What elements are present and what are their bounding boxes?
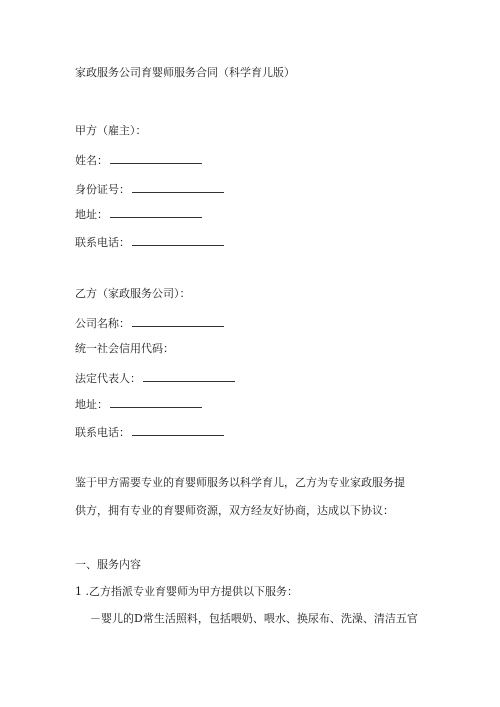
party-b-phone-row [75, 424, 224, 440]
party-a-heading: 甲方（雇主）： [75, 124, 147, 137]
party-b-company-field [132, 315, 224, 327]
party-b-address-row [75, 396, 202, 412]
preamble-line-2: 供方，拥有专业的育婴师资源，双方经友好协商，达成以下协议： [75, 504, 394, 517]
party-b-address-field [110, 396, 202, 408]
party-a-phone-label: 联系电话： [75, 236, 130, 249]
party-b-legal-rep-label: 法定代表人： [75, 372, 141, 385]
party-a-address-label: 地址： [75, 208, 108, 221]
party-b-heading: 乙方（家政服务公司）： [75, 287, 191, 300]
party-a-name-row [75, 152, 202, 168]
party-b-legal-rep-row [75, 370, 235, 386]
party-b-phone-label: 联系电话： [75, 426, 130, 439]
party-b-legal-rep-field [143, 370, 235, 382]
preamble-line-1: 鉴于甲方需要专业的育婴师服务以科学育儿，乙方为专业家政服务提 [75, 476, 405, 489]
party-b-company-row [75, 315, 224, 331]
party-a-id-row [75, 181, 224, 197]
section-1-heading: 一、服务内容 [75, 558, 141, 571]
party-a-id-field [132, 181, 224, 193]
document-title: 家政服务公司育婴师服务合同（科学育儿版） [75, 66, 295, 79]
party-b-address-label: 地址： [75, 398, 108, 411]
party-a-address-field [110, 206, 202, 218]
party-a-phone-row [75, 234, 224, 250]
section-1-item-1-sub: －婴儿的D常生活照料，包括喂奶、喂水、换尿布、洗澡、清洁五官 [90, 612, 418, 625]
section-1-item-1: 1 .乙方指派专业育婴师为甲方提供以下服务： [75, 585, 298, 598]
party-a-name-field [110, 152, 202, 164]
party-b-credit-code-label: 统一社会信用代码： [75, 342, 174, 355]
party-b-company-label: 公司名称： [75, 317, 130, 330]
party-a-phone-field [132, 234, 224, 246]
party-a-name-label: 姓名： [75, 154, 108, 167]
party-a-id-label: 身份证号： [75, 183, 130, 196]
party-b-phone-field [132, 424, 224, 436]
party-a-address-row [75, 206, 202, 222]
